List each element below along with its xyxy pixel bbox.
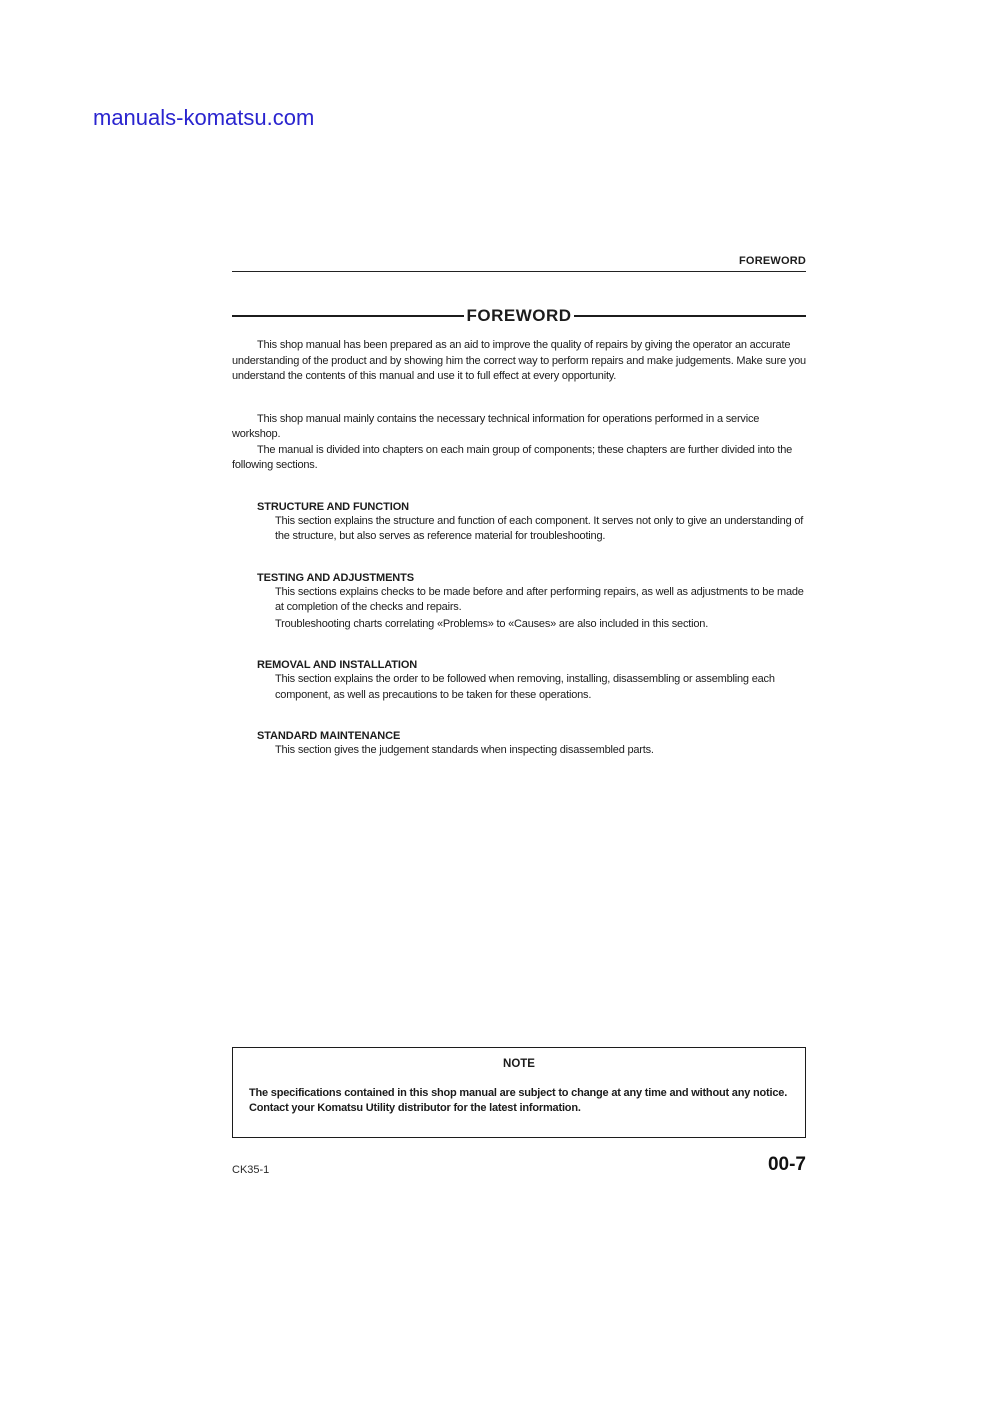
running-header xyxy=(232,255,806,267)
section-paragraph: This sections explains checks to be made before and after performing repairs, as well as adjustments to be made at completion of the checks and repairs. xyxy=(275,585,804,613)
note-line-2: Contact your Komatsu Utility distributor for the latest information. xyxy=(249,1102,581,1114)
section-body xyxy=(275,743,806,759)
running-header-text: FOREWORD xyxy=(739,255,806,267)
section-body xyxy=(275,585,806,633)
section-body xyxy=(275,672,806,703)
intro-paragraph-2a: This shop manual mainly contains the necessary technical information for operations performed in a service workshop. xyxy=(232,412,760,440)
section-structure-and-function xyxy=(232,501,806,545)
watermark-link[interactable]: manuals-komatsu.com xyxy=(93,105,315,130)
title-rule-right xyxy=(574,315,806,317)
title-row xyxy=(232,306,806,326)
section-paragraph: This section explains the structure and function of each component. It serves not only to give an understanding of the structure, but also serves as reference material for troubleshooting. xyxy=(275,514,804,542)
page-content xyxy=(232,0,806,1176)
section-paragraph: This section explains the order to be followed when removing, installing, disassembling or assembling each component, as well as precautions to be taken for these operations. xyxy=(275,673,775,701)
page-number: 00-7 xyxy=(767,1153,806,1175)
intro-paragraph-2b: The manual is divided into chapters on each main group of components; these chapters are further divided into the following sections. xyxy=(232,443,793,471)
title-rule-left xyxy=(232,315,464,317)
section-standard-maintenance xyxy=(232,730,806,759)
note-box xyxy=(232,1047,806,1138)
model-code: CK35-1 xyxy=(232,1163,270,1176)
section-paragraph: Troubleshooting charts correlating «Problems» to «Causes» are also included in this section. xyxy=(275,617,709,630)
note-title: NOTE xyxy=(503,1057,535,1070)
section-removal-and-installation xyxy=(232,659,806,703)
note-line-1: The specifications contained in this shop manual are subject to change at any time and without any notice. xyxy=(249,1086,788,1099)
section-heading: TESTING AND ADJUSTMENTS xyxy=(257,571,415,584)
section-body xyxy=(275,514,806,545)
section-testing-and-adjustments xyxy=(232,572,806,633)
section-heading: STRUCTURE AND FUNCTION xyxy=(257,500,409,513)
section-heading: STANDARD MAINTENANCE xyxy=(257,730,401,742)
section-paragraph: This section gives the judgement standards when inspecting disassembled parts. xyxy=(275,744,654,756)
section-heading: REMOVAL AND INSTALLATION xyxy=(257,659,418,671)
page-footer xyxy=(232,1154,806,1176)
intro-paragraph-1: This shop manual has been prepared as an aid to improve the quality of repairs by giving the operator an accurate understanding of the product and by showing him the correct way to perform repairs and make judgements. Make sure you understand the contents of this manual and use it to full effect at every opportunity. xyxy=(232,339,806,382)
header-rule xyxy=(232,271,806,272)
page-title: FOREWORD xyxy=(466,306,572,325)
